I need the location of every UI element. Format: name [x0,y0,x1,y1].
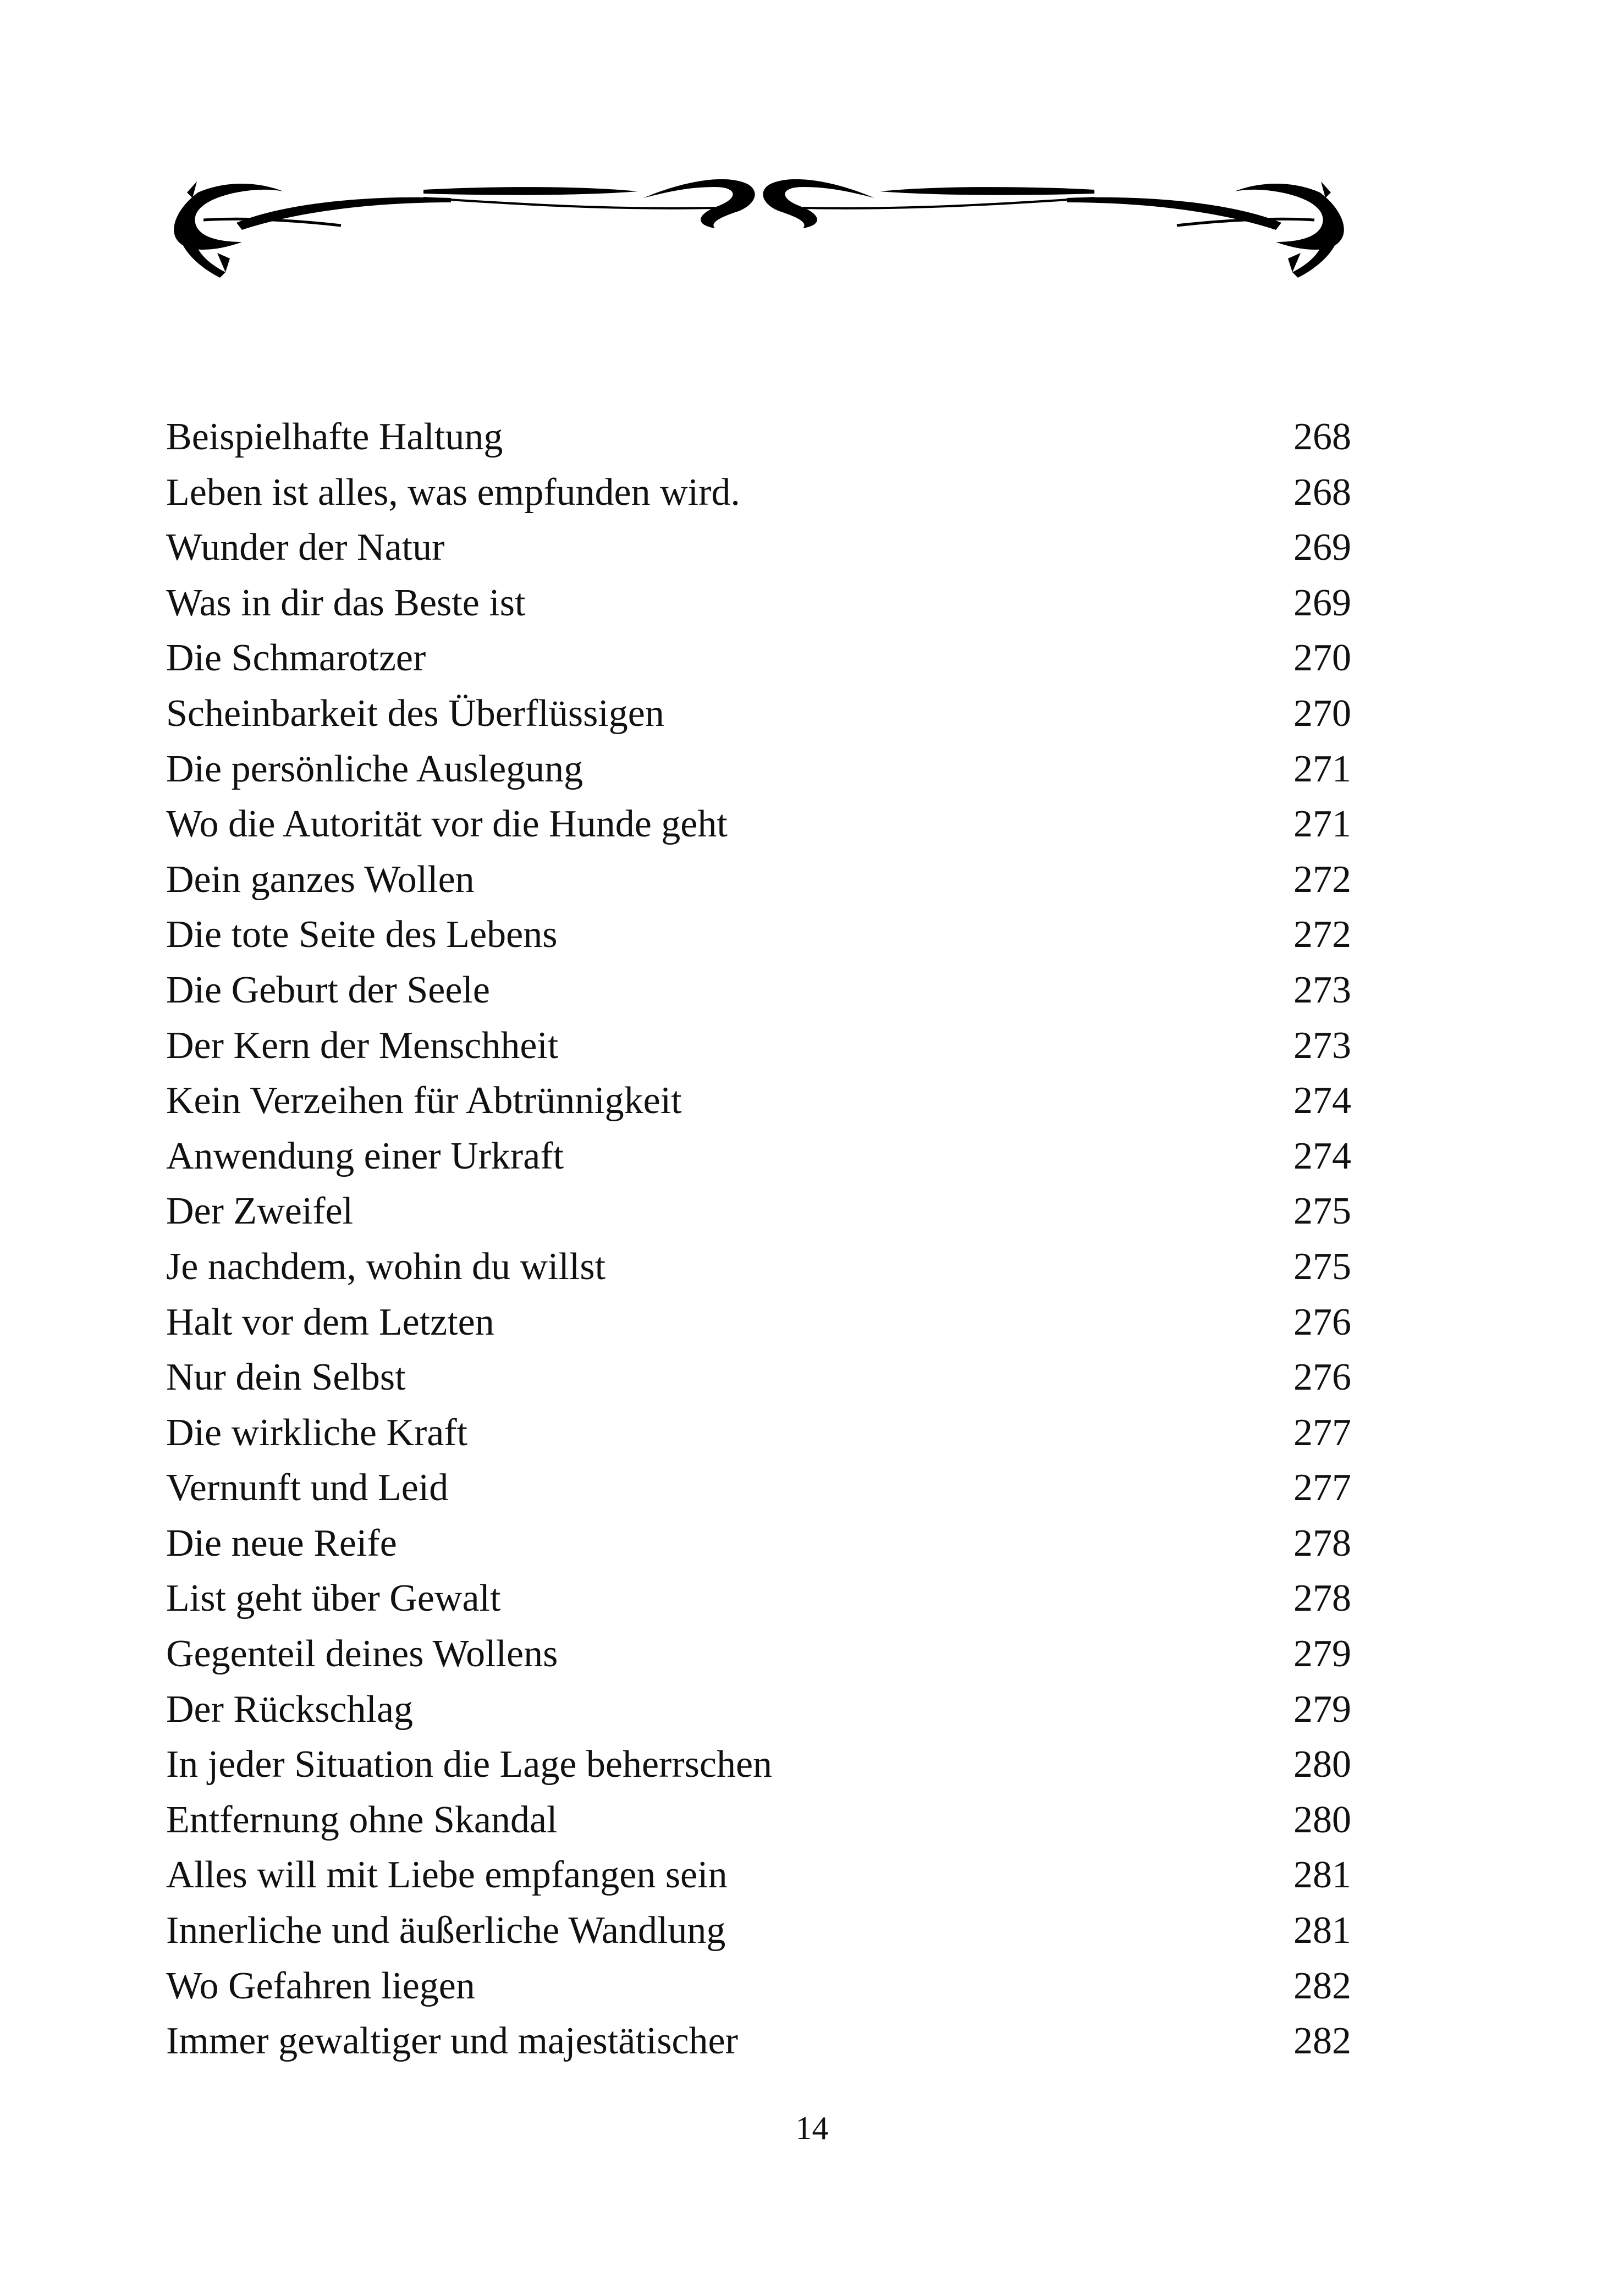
toc-entry [166,1571,1351,1627]
toc-entry [166,1627,1351,1682]
toc-entry-title: Wunder der Natur [166,526,445,569]
toc-entry-page: 278 [1293,1522,1351,1565]
toc-entry [166,631,1351,686]
toc-entry-title: Vernunft und Leid [166,1467,449,1510]
toc-entry-page: 277 [1293,1411,1351,1454]
toc-entry [166,1406,1351,1461]
toc-entry [166,1240,1351,1295]
toc-entry-page: 277 [1293,1467,1351,1510]
toc-entry-page: 273 [1293,968,1351,1011]
toc-entry-page: 270 [1293,637,1351,680]
table-of-contents [166,410,1351,2069]
toc-entry-title: Was in dir das Beste ist [166,581,526,624]
toc-entry-title: Innerliche und äußerliche Wandlung [166,1909,726,1952]
toc-entry-page: 273 [1293,1024,1351,1067]
toc-entry-page: 272 [1293,858,1351,901]
toc-entry [166,410,1351,465]
toc-entry-title: Gegenteil deines Wollens [166,1633,558,1676]
toc-entry-page: 281 [1293,1854,1351,1897]
toc-entry [166,1461,1351,1516]
toc-entry-page: 281 [1293,1909,1351,1952]
toc-entry-title: In jeder Situation die Lage beherrschen [166,1743,773,1786]
toc-entry-page: 278 [1293,1577,1351,1620]
toc-entry-title: Dein ganzes Wollen [166,858,475,901]
toc-entry-page: 282 [1293,1964,1351,2007]
toc-entry [166,1018,1351,1074]
toc-entry [166,907,1351,963]
toc-entry [166,963,1351,1018]
toc-entry [166,2014,1351,2069]
toc-entry-title: Die persönliche Auslegung [166,747,583,790]
toc-entry [166,1516,1351,1572]
toc-entry-title: Nur dein Selbst [166,1356,406,1399]
toc-entry [166,1295,1351,1351]
toc-entry-title: Die tote Seite des Lebens [166,913,558,956]
toc-entry [166,1129,1351,1185]
toc-entry-title: Je nachdem, wohin du willst [166,1245,606,1288]
toc-entry [166,576,1351,631]
toc-entry [166,1793,1351,1848]
toc-entry-page: 280 [1293,1743,1351,1786]
toc-entry-page: 269 [1293,526,1351,569]
toc-entry-page: 274 [1293,1134,1351,1177]
toc-entry-page: 268 [1293,471,1351,514]
toc-entry [166,1737,1351,1793]
toc-entry-page: 275 [1293,1245,1351,1288]
toc-entry [166,1184,1351,1240]
toc-entry-title: Der Rückschlag [166,1688,414,1731]
toc-entry [166,797,1351,852]
toc-entry-page: 279 [1293,1633,1351,1676]
toc-entry-title: Immer gewaltiger und majestätischer [166,2020,738,2063]
toc-entry [166,1848,1351,1903]
toc-entry-title: Der Zweifel [166,1190,354,1233]
toc-entry-title: Der Kern der Menschheit [166,1024,559,1067]
toc-entry-title: Leben ist alles, was empfunden wird. [166,471,740,514]
toc-entry [166,1682,1351,1738]
toc-entry-title: Kein Verzeihen für Abtrünnigkeit [166,1079,682,1122]
toc-entry-page: 268 [1293,416,1351,458]
toc-entry-title: Anwendung einer Urkraft [166,1134,564,1177]
toc-entry [166,742,1351,797]
toc-entry-title: Alles will mit Liebe empfangen sein [166,1854,728,1897]
toc-entry-title: Die Geburt der Seele [166,968,490,1011]
toc-entry-title: Halt vor dem Letzten [166,1301,494,1343]
page-number: 14 [795,2110,829,2146]
toc-entry-page: 282 [1293,2020,1351,2063]
toc-entry-title: Die wirkliche Kraft [166,1411,468,1454]
toc-entry-title: Die neue Reife [166,1522,397,1565]
toc-entry-title: Die Schmarotzer [166,637,426,680]
toc-entry-page: 270 [1293,692,1351,735]
toc-entry-page: 271 [1293,747,1351,790]
toc-entry-page: 271 [1293,803,1351,846]
header-ornament-icon [165,159,1353,291]
toc-entry-title: List geht über Gewalt [166,1577,501,1620]
toc-entry-title: Entfernung ohne Skandal [166,1798,558,1841]
toc-entry-title: Wo die Autorität vor die Hunde geht [166,803,728,846]
toc-entry-title: Scheinbarkeit des Überflüssigen [166,692,664,735]
toc-entry-page: 269 [1293,581,1351,624]
toc-entry-title: Beispielhafte Haltung [166,416,503,458]
toc-entry-page: 276 [1293,1356,1351,1399]
toc-entry [166,1073,1351,1129]
toc-entry [166,520,1351,576]
toc-entry [166,1959,1351,2014]
toc-entry [166,686,1351,742]
toc-entry-page: 274 [1293,1079,1351,1122]
toc-entry [166,1350,1351,1406]
toc-entry [166,852,1351,908]
toc-entry [166,465,1351,521]
toc-entry-page: 272 [1293,913,1351,956]
toc-entry-page: 280 [1293,1798,1351,1841]
toc-entry-page: 275 [1293,1190,1351,1233]
toc-entry-page: 279 [1293,1688,1351,1731]
toc-entry-title: Wo Gefahren liegen [166,1964,475,2007]
toc-entry [166,1903,1351,1959]
toc-entry-page: 276 [1293,1301,1351,1343]
